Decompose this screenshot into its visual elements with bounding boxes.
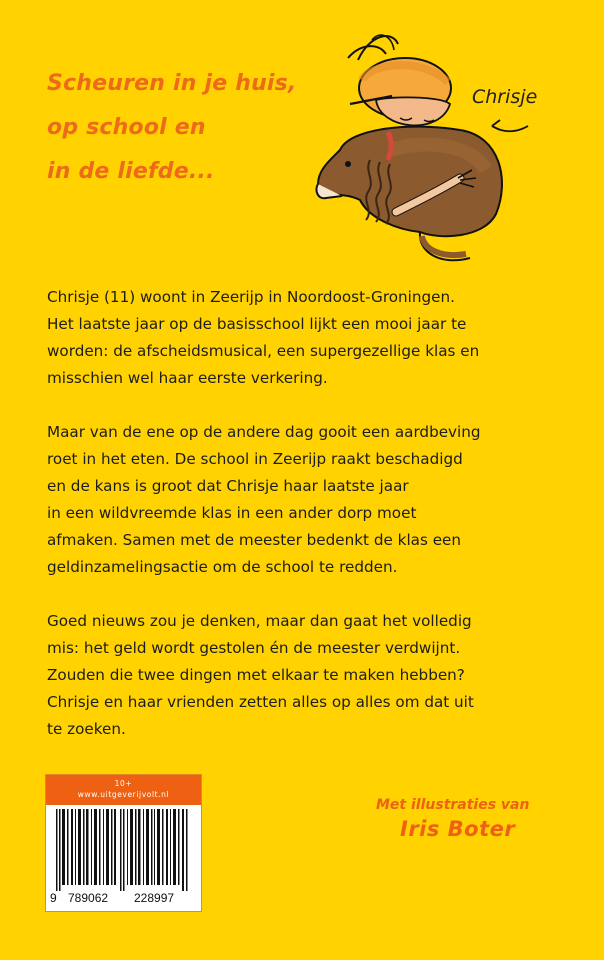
blurb-line: Maar van de ene op de andere dag gooit een aardbeving xyxy=(47,423,481,441)
tagline-line: in de liefde... xyxy=(47,159,215,184)
tagline xyxy=(47,62,317,194)
blurb-line: in een wildvreemde klas in een ander dorp moet xyxy=(47,504,417,522)
girl-with-dog-illustration xyxy=(300,0,604,280)
illustrator-credit xyxy=(376,795,529,843)
illustrator-name: Iris Boter xyxy=(400,817,516,841)
tagline-line: op school en xyxy=(47,115,206,140)
isbn-barcode-box xyxy=(45,774,202,912)
isbn-first-digit: 9 xyxy=(50,891,57,905)
blurb-line: mis: het geld wordt gestolen én de meester verdwijnt. xyxy=(47,639,461,657)
blurb-line: misschien wel haar eerste verkering. xyxy=(47,369,328,387)
blurb-line: en de kans is groot dat Chrisje haar laatste jaar xyxy=(47,477,409,495)
blurb-line: Goed nieuws zou je denken, maar dan gaat het volledig xyxy=(47,612,472,630)
blurb-line: Chrisje en haar vrienden zetten alles op alles om dat uit xyxy=(47,693,474,711)
credit-intro: Met illustraties van xyxy=(376,797,530,813)
blurb-text xyxy=(47,284,567,770)
blurb-line: roet in het eten. De school in Zeerijp raakt beschadigd xyxy=(47,450,463,468)
blurb-line: Het laatste jaar op de basisschool lijkt een mooi jaar te xyxy=(47,315,467,333)
publisher-website: www.uitgeverijvolt.nl xyxy=(77,790,170,799)
character-label: Chrisje xyxy=(472,86,538,108)
blurb-line: geldinzamelingsactie om de school te redden. xyxy=(47,558,398,576)
blurb-paragraph xyxy=(47,419,567,581)
blurb-paragraph xyxy=(47,284,567,392)
blurb-line: afmaken. Samen met de meester bedenkt de klas een xyxy=(47,531,462,549)
barcode-icon xyxy=(54,809,194,891)
age-rating: 10+ xyxy=(114,779,133,788)
tagline-line: Scheuren in je huis, xyxy=(47,71,297,96)
isbn-left-group: 789062 xyxy=(68,891,109,905)
blurb-line: Zouden die twee dingen met elkaar te maken hebben? xyxy=(47,666,465,684)
isbn-right-group: 228997 xyxy=(134,891,175,905)
blurb-line: te zoeken. xyxy=(47,720,126,738)
isbn-number xyxy=(50,891,198,905)
publisher-banner xyxy=(46,775,201,805)
blurb-line: Chrisje (11) woont in Zeerijp in Noordoost-Groningen. xyxy=(47,288,455,306)
blurb-line: worden: de afscheidsmusical, een supergezellige klas en xyxy=(47,342,480,360)
blurb-paragraph xyxy=(47,608,567,743)
